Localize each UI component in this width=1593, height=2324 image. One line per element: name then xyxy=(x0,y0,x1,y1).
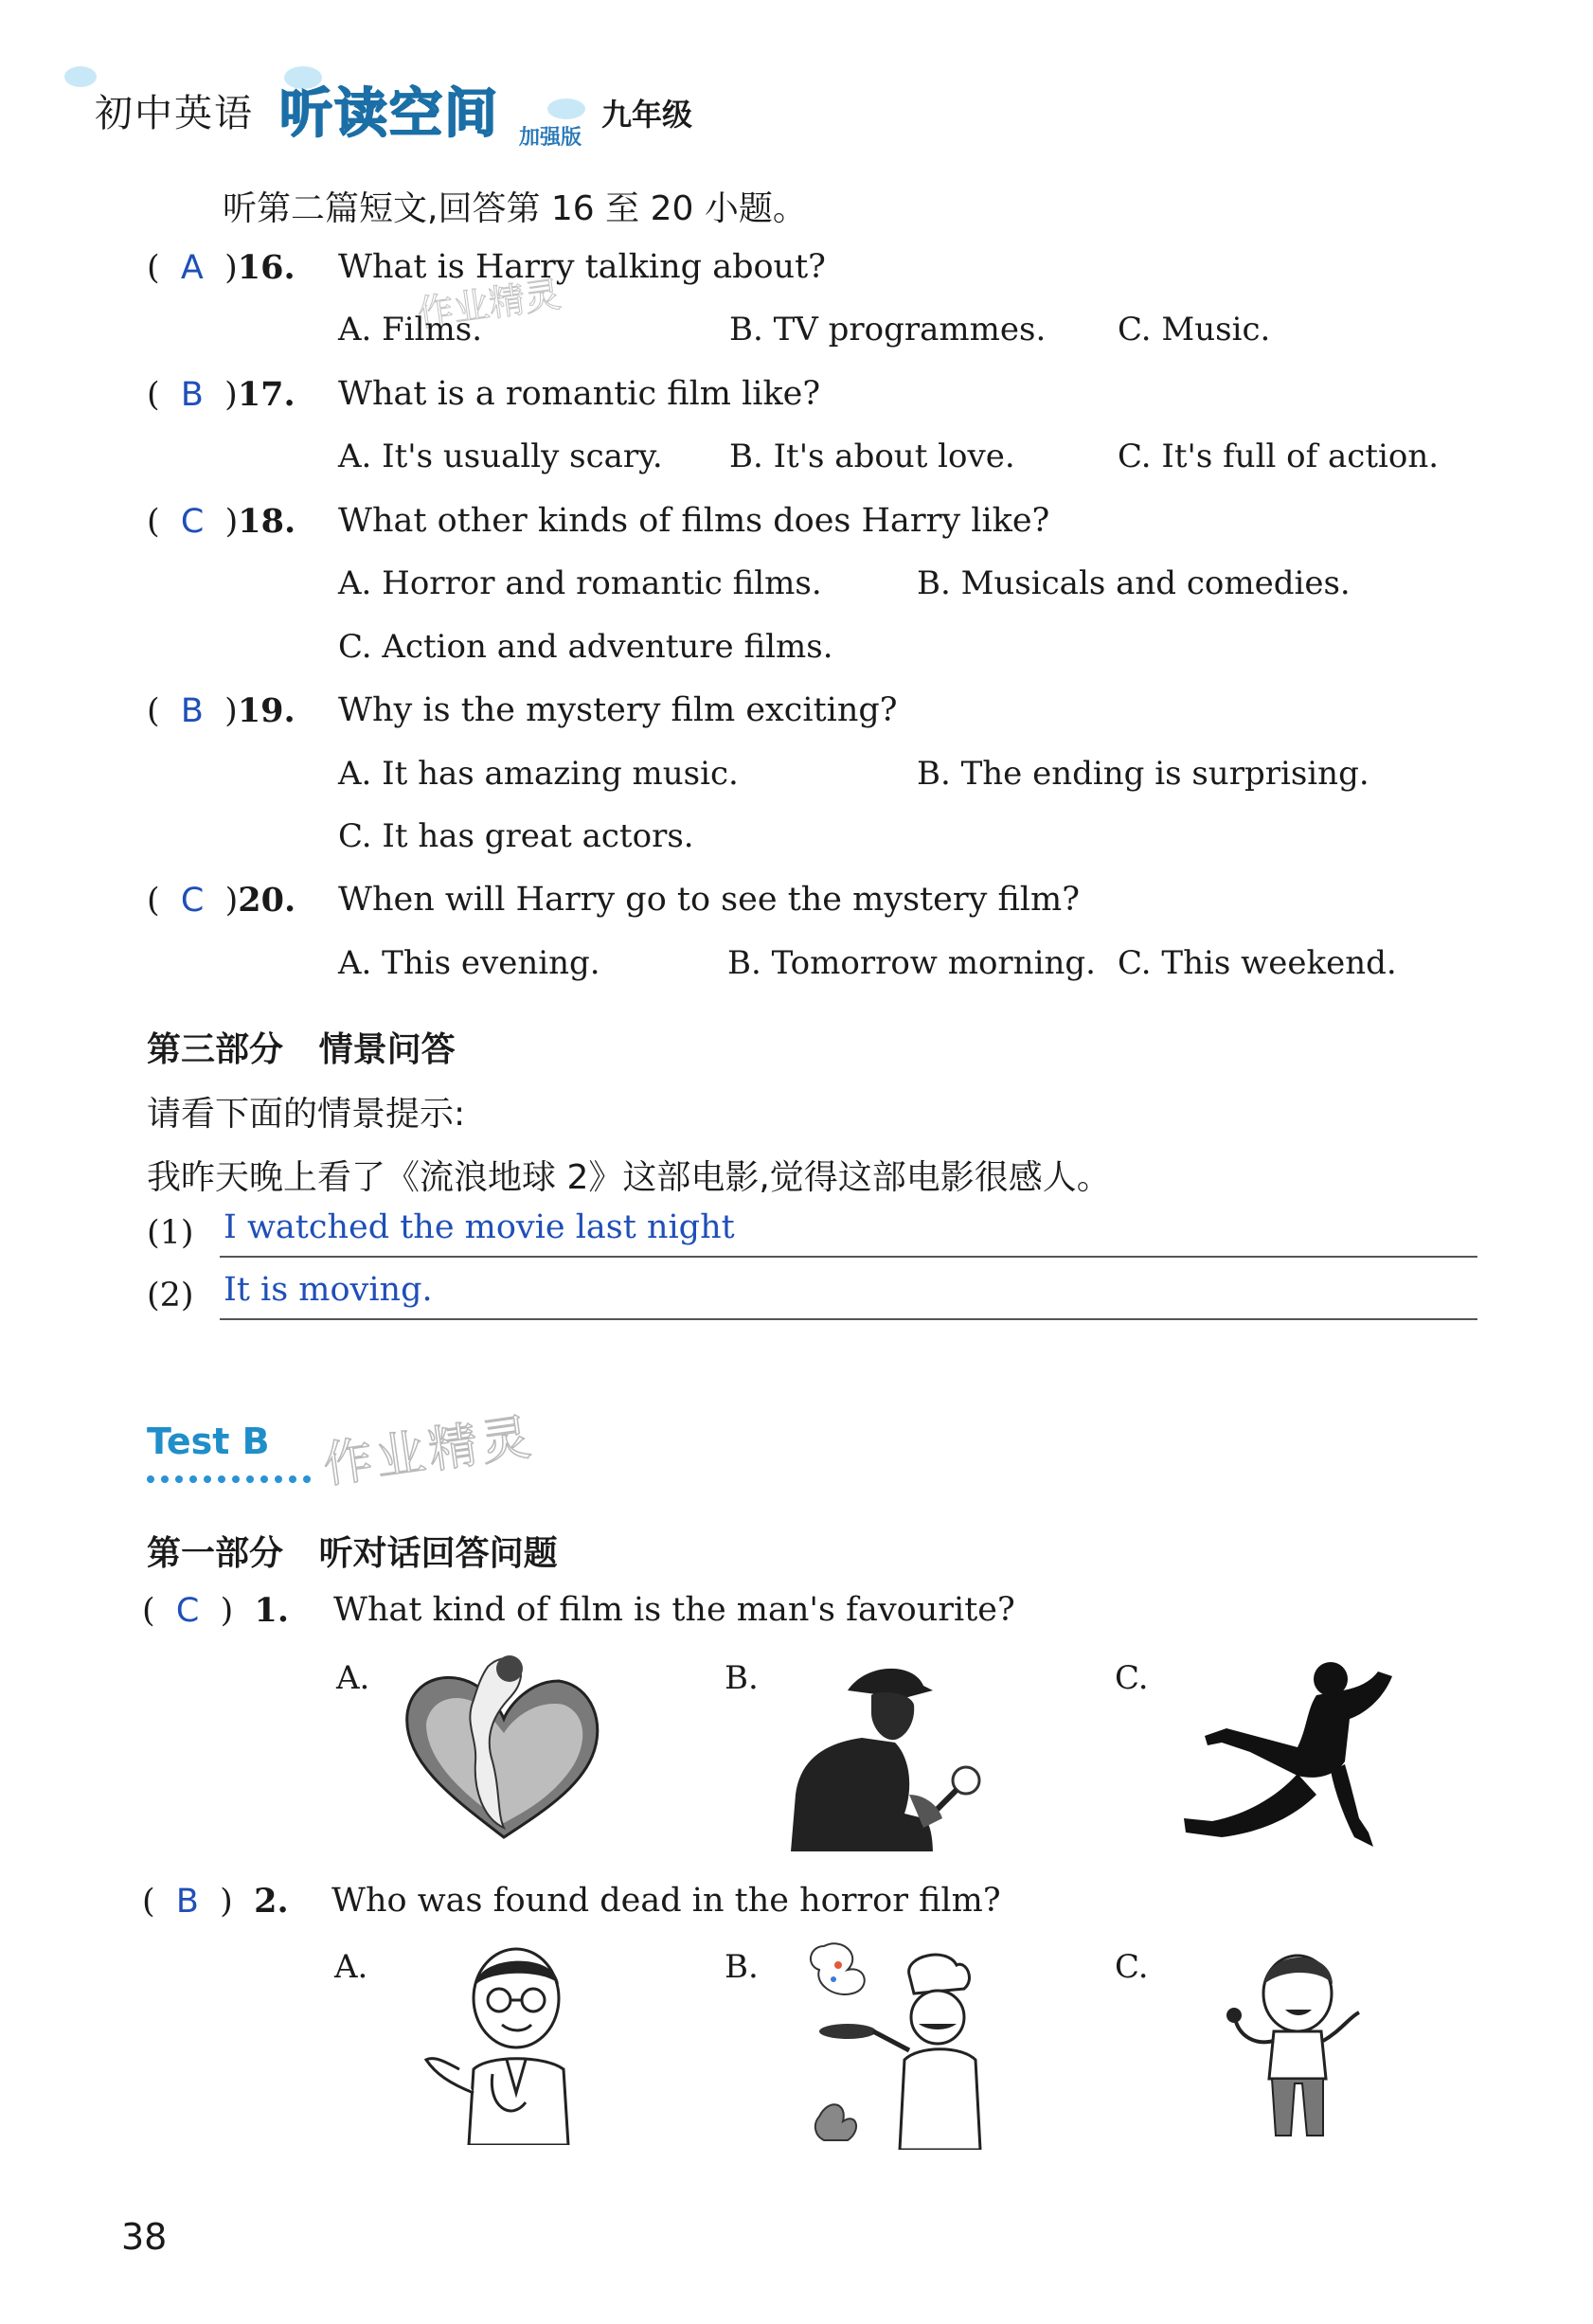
section-intro: 听第二篇短文,回答第 16 至 20 小题。 xyxy=(223,189,807,228)
part1-heading: 第一部分 听对话回答问题 xyxy=(147,1534,558,1573)
question-18: ( C )18. xyxy=(147,502,296,541)
answer-mark: A xyxy=(180,249,204,287)
question-text: When will Harry go to see the mystery film? xyxy=(338,881,1080,919)
option-b: B. Tomorrow morning. xyxy=(727,944,1096,982)
romantic-couple-heart-image xyxy=(398,1648,611,1847)
option-a: A. xyxy=(334,1948,368,1986)
question-b1: ( C ) 1. xyxy=(142,1591,290,1630)
option-a: A. This evening. xyxy=(338,944,600,982)
scenario-text: 我昨天晚上看了《流浪地球 2》这部电影,觉得这部电影很感人。 xyxy=(147,1158,1111,1197)
kungfu-kick-silhouette-image xyxy=(1174,1653,1421,1861)
option-a: A. xyxy=(336,1659,370,1697)
option-c: C. Action and adventure films. xyxy=(338,628,833,666)
cloud-decoration xyxy=(64,66,97,87)
option-a: A. Horror and romantic films. xyxy=(338,564,822,602)
blank-answer[interactable]: I watched the movie last night xyxy=(224,1208,735,1246)
option-b: B. xyxy=(725,1948,759,1986)
answer-mark: B xyxy=(175,1883,199,1921)
answer-mark: C xyxy=(180,503,205,541)
answer-mark: B xyxy=(180,692,204,730)
question-b2: ( B ) 2. xyxy=(142,1882,289,1921)
option-b: B. xyxy=(725,1659,759,1697)
brand-logo: 听读空间 xyxy=(279,83,499,145)
question-text: What kind of film is the man's favourite? xyxy=(333,1591,1015,1629)
option-b: B. Musicals and comedies. xyxy=(917,564,1351,602)
option-c: C. It's full of action. xyxy=(1118,438,1440,475)
option-a: A. Films. xyxy=(338,311,483,349)
chef-cartoon-image xyxy=(805,1937,990,2150)
question-text: What is Harry talking about? xyxy=(338,248,826,286)
blank-label: (2) xyxy=(147,1277,194,1314)
answer-mark: B xyxy=(180,376,204,414)
option-c: C. xyxy=(1115,1659,1149,1697)
page-number: 38 xyxy=(121,2216,168,2258)
grade-label: 九年级 xyxy=(601,97,693,133)
question-20: ( C )20. xyxy=(147,881,296,920)
doctor-cartoon-image xyxy=(421,1941,597,2145)
option-a: A. It's usually scary. xyxy=(338,438,663,475)
edition-label: 加强版 xyxy=(519,126,582,150)
test-b-title: Test B xyxy=(147,1421,270,1462)
singer-boy-cartoon-image xyxy=(1217,1941,1369,2145)
series-title: 初中英语 xyxy=(95,92,254,135)
answer-line xyxy=(220,1318,1477,1320)
watermark: 作业精灵 xyxy=(319,1408,538,1495)
detective-magnifier-image xyxy=(791,1653,1018,1851)
part3-heading: 第三部分 情景问答 xyxy=(147,1030,456,1069)
answer-line xyxy=(220,1256,1477,1258)
option-c: C. It has great actors. xyxy=(338,817,694,855)
option-b: B. TV programmes. xyxy=(729,311,1047,349)
question-text: Why is the mystery film exciting? xyxy=(338,691,898,729)
option-b: B. It's about love. xyxy=(729,438,1015,475)
question-16: ( A )16. xyxy=(147,248,295,287)
cloud-decoration xyxy=(547,98,585,119)
question-17: ( B )17. xyxy=(147,375,295,414)
option-a: A. It has amazing music. xyxy=(338,755,739,793)
question-text: Who was found dead in the horror film? xyxy=(331,1882,1001,1920)
option-c: C. This weekend. xyxy=(1118,944,1397,982)
blank-label: (1) xyxy=(147,1214,194,1252)
option-b: B. The ending is surprising. xyxy=(917,755,1369,793)
question-text: What other kinds of films does Harry like? xyxy=(338,502,1050,540)
prompt-label: 请看下面的情景提示: xyxy=(147,1095,466,1134)
option-c: C. xyxy=(1115,1948,1149,1986)
answer-mark: C xyxy=(175,1592,200,1630)
dotted-rule xyxy=(147,1475,311,1483)
option-c: C. Music. xyxy=(1118,311,1271,349)
question-19: ( B )19. xyxy=(147,691,295,730)
answer-mark: C xyxy=(180,882,205,920)
watermark: 作业精灵 xyxy=(415,273,564,335)
question-text: What is a romantic film like? xyxy=(338,375,821,413)
blank-answer[interactable]: It is moving. xyxy=(224,1271,433,1309)
